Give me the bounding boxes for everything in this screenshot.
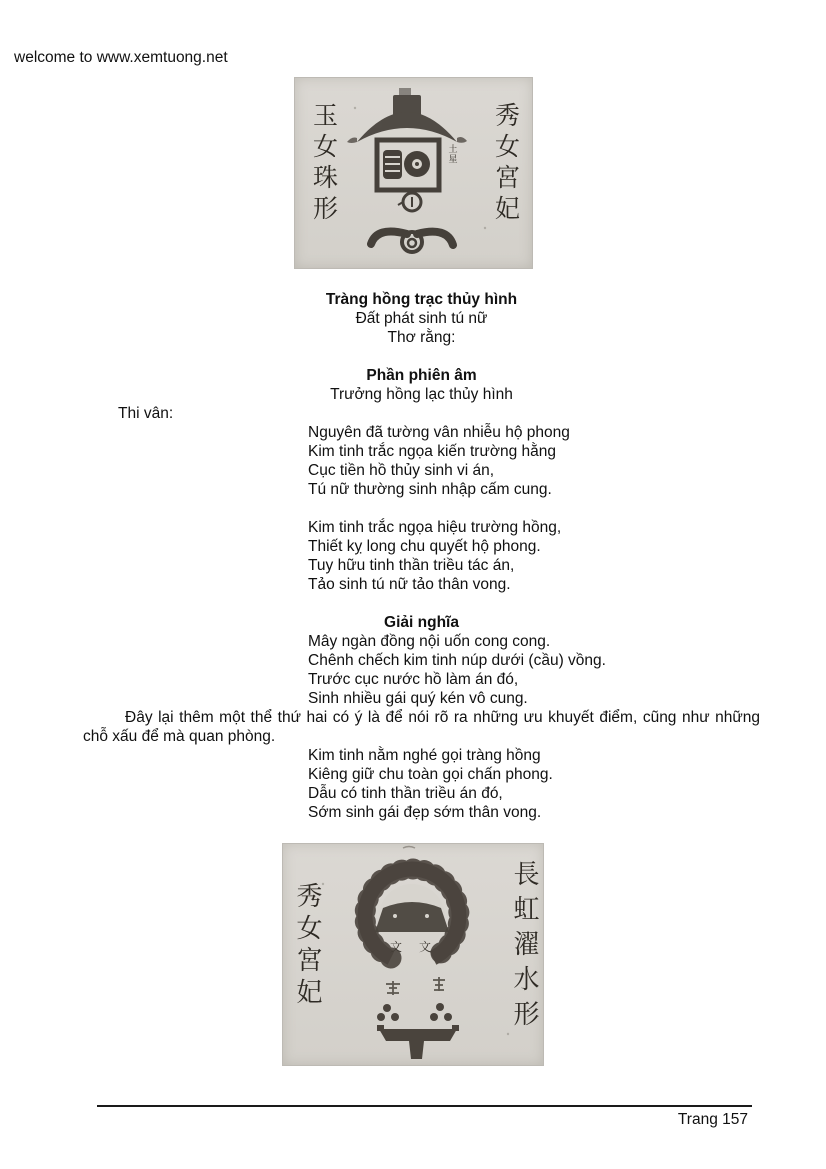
verse-line: Dẫu có tinh thần triều án đó,	[308, 785, 503, 802]
page-number: Trang 157	[677, 1111, 748, 1128]
figure-top-right-caption: 秀女宮妃	[491, 102, 521, 226]
verse-line: Cục tiền hồ thủy sinh vi án,	[308, 462, 495, 479]
verse-line: Sinh nhiều gái quý kén vô cung.	[308, 690, 528, 707]
verse-line: Trước cục nước hồ làm án đó,	[308, 671, 519, 688]
verse-line: Kiêng giữ chu toàn gọi chấn phong.	[308, 766, 553, 783]
thi-van-label: Thi vân:	[118, 405, 174, 422]
verse-line: Sớm sinh gái đẹp sớm thân vong.	[308, 804, 542, 821]
scan-figure-top	[294, 77, 533, 269]
scan-figure-bottom	[282, 843, 544, 1066]
verse-line: Tú nữ thường sinh nhập cấm cung.	[308, 481, 552, 498]
figure-bottom-left-caption: 秀女宮妃	[292, 882, 322, 1010]
verse-line: Tuy hữu tinh thần triều tác án,	[308, 557, 515, 574]
verse-line: Nguyên đã tường vân nhiễu hộ phong	[308, 424, 570, 441]
verse-line: Kim tinh trắc ngọa kiến trường hằng	[308, 443, 557, 460]
figure-top-square-label: 土星	[446, 144, 457, 164]
phien-am-heading: Phần phiên âm	[366, 367, 477, 384]
verse-line: Kim tinh trắc ngọa hiệu trường hồng,	[308, 519, 562, 536]
figure-bottom-right-caption: 長虹濯水形	[509, 860, 539, 1035]
site-header: welcome to www.xemtuong.net	[14, 49, 228, 66]
section-subtitle: Đất phát sinh tú nữ	[355, 310, 488, 327]
giai-nghia-heading: Giải nghĩa	[384, 614, 459, 631]
explanation-paragraph: Đây lại thêm một thể thứ hai có ý là để nói rõ ra những ưu khuyết điểm, cũng như những chỗ xấu để mà quan phòng.	[83, 709, 760, 745]
figure-bottom-inner-label: 文文	[390, 940, 449, 954]
verse-line: Thiết kỵ long chu quyết hộ phong.	[308, 538, 541, 555]
verse-line: Mây ngàn đồng nội uốn cong cong.	[308, 633, 551, 650]
verse-line: Tảo sinh tú nữ tảo thân vong.	[308, 576, 511, 593]
section-title: Tràng hồng trạc thủy hình	[325, 291, 518, 308]
tho-rang-label: Thơ rằng:	[387, 329, 456, 346]
figure-top-left-caption: 玉女珠形	[309, 102, 339, 226]
verse-line: Kim tinh nằm nghé gọi tràng hồng	[308, 747, 541, 764]
phien-am-subheading: Trưởng hồng lạc thủy hình	[330, 386, 513, 403]
verse-line: Chênh chếch kim tinh núp dưới (cầu) vồng.	[308, 652, 606, 669]
